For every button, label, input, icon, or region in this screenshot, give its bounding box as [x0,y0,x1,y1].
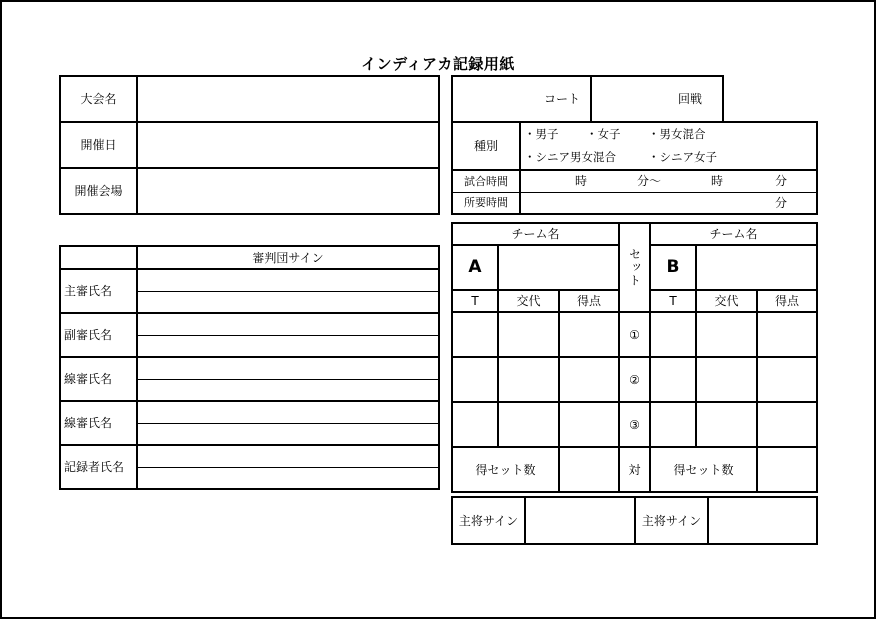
line-judge-2-field-2[interactable] [137,423,439,445]
team-b-captain-label: 主将サイン [635,497,708,544]
venue-field[interactable] [137,168,439,214]
team-a-sub-set1[interactable] [498,312,559,357]
scorer-label: 記録者氏名 [60,445,137,489]
venue-label: 開催会場 [60,168,137,214]
option-men[interactable]: ・男子 [524,127,559,141]
event-date-field[interactable] [137,122,439,168]
line-judge-label-2: 線審氏名 [60,401,137,445]
option-senior-women[interactable]: ・シニア女子 [648,150,717,164]
event-date-label: 開催日 [60,122,137,168]
assistant-referee-field-2[interactable] [137,335,439,357]
duration-field[interactable] [520,192,817,214]
team-b-sub-set1[interactable] [696,312,757,357]
team-b-sub-set3[interactable] [696,402,757,447]
set-row-3 [452,402,817,447]
assistant-referee-label: 副審氏名 [60,313,137,357]
line-judge-1-field-2[interactable] [137,379,439,401]
team-a-points-set2[interactable] [559,357,619,402]
match-time-label: 試合時間 [452,170,520,192]
captain-sign-table [451,496,818,545]
team-a-sets-won-field[interactable] [559,447,619,492]
team-b-name-field[interactable] [696,245,817,290]
court-round-table [451,75,724,123]
event-info-table [59,75,440,215]
team-a-captain-label: 主将サイン [452,497,525,544]
option-senior-mixed[interactable]: ・シニア男女混合 [524,150,616,164]
line-judge-label-1: 線審氏名 [60,357,137,401]
team-b-points-set3[interactable] [757,402,817,447]
set-number-1: ① [619,312,650,357]
team-a-points-set1[interactable] [559,312,619,357]
team-b-points-set1[interactable] [757,312,817,357]
round-label: 回戦 [591,76,723,122]
assistant-referee-field-1[interactable] [137,313,439,335]
team-b-t-set2[interactable] [650,357,696,402]
line-judge-2-field-1[interactable] [137,401,439,423]
scorer-field-1[interactable] [137,445,439,467]
set-number-3: ③ [619,402,650,447]
line-judge-1-field-1[interactable] [137,357,439,379]
team-b-name-label: チーム名 [650,223,817,245]
set-row-2 [452,357,817,402]
referee-table [59,245,440,490]
team-b-col-points: 得点 [757,290,817,312]
team-b-col-substitution: 交代 [696,290,757,312]
set-header [619,223,650,312]
court-label: コート [452,76,591,122]
chief-referee-field-1[interactable] [137,269,439,291]
option-women[interactable]: ・女子 [586,127,621,141]
team-b-sets-won-field[interactable] [757,447,817,492]
team-a-t-set1[interactable] [452,312,498,357]
team-b-col-t: T [650,290,696,312]
team-a-col-substitution: 交代 [498,290,559,312]
referee-corner-cell [60,246,137,269]
set-header-text: セット [627,248,642,287]
event-name-label: 大会名 [60,76,137,122]
team-a-col-points: 得点 [559,290,619,312]
team-a-name-field[interactable] [498,245,619,290]
team-b-points-set2[interactable] [757,357,817,402]
event-name-field[interactable] [137,76,439,122]
match-time-field[interactable] [520,170,817,192]
option-mixed[interactable]: ・男女混合 [648,127,706,141]
team-b-t-set3[interactable] [650,402,696,447]
team-a-marker: A [452,245,498,290]
team-b-captain-field[interactable] [708,497,817,544]
versus-label: 対 [619,447,650,492]
category-time-table [451,121,818,215]
team-a-sub-set2[interactable] [498,357,559,402]
match-hour-unit: 時 [575,174,588,188]
match-end-minute-unit: 分 [775,174,788,188]
team-b-sub-set2[interactable] [696,357,757,402]
scorer-field-2[interactable] [137,467,439,489]
team-a-t-set3[interactable] [452,402,498,447]
category-options [520,122,817,170]
team-a-sets-won-label: 得セット数 [452,447,559,492]
team-b-marker: B [650,245,696,290]
score-table [451,222,818,493]
team-b-sets-won-label: 得セット数 [650,447,757,492]
set-number-2: ② [619,357,650,402]
duration-minute-unit: 分 [775,195,788,210]
team-a-points-set3[interactable] [559,402,619,447]
category-label: 種別 [452,122,520,170]
chief-referee-field-2[interactable] [137,291,439,313]
referee-header: 審判団サイン [137,246,439,269]
team-a-sub-set3[interactable] [498,402,559,447]
team-a-captain-field[interactable] [525,497,635,544]
team-a-t-set2[interactable] [452,357,498,402]
match-end-hour-unit: 時 [711,174,724,188]
chief-referee-label: 主審氏名 [60,269,137,313]
page-title: インディアカ記録用紙 [361,55,515,73]
match-minute-range: 分〜 [637,174,662,188]
set-row-1 [452,312,817,357]
team-a-name-label: チーム名 [452,223,619,245]
duration-label: 所要時間 [452,192,520,214]
team-b-t-set1[interactable] [650,312,696,357]
team-a-col-t: T [452,290,498,312]
